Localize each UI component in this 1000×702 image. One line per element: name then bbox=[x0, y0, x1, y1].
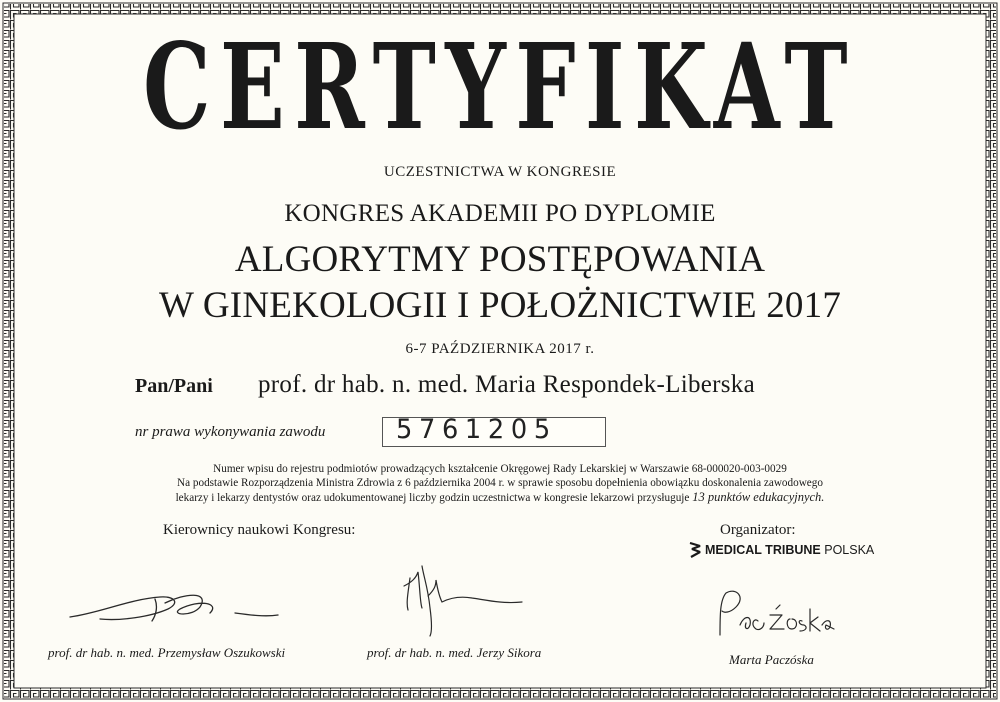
congress-dates: 6-7 PAŹDZIERNIKA 2017 r. bbox=[405, 341, 595, 357]
certificate-title: CERTYFIKAT bbox=[143, 17, 857, 156]
congress-topic-line1: ALGORYTMY POSTĘPOWANIA bbox=[234, 239, 766, 280]
certificate-subtitle: UCZESTNICTWA W KONGRESIE bbox=[383, 164, 617, 180]
license-number: 5761205 bbox=[396, 414, 557, 445]
signature-paczoska bbox=[710, 585, 840, 645]
director1-caption: prof. dr hab. n. med. Przemysław Oszukowski bbox=[48, 645, 286, 660]
recipient-name: prof. dr hab. n. med. Maria Respondek-Liberska bbox=[258, 371, 755, 398]
organizer-label: Organizator: bbox=[720, 522, 796, 538]
regulation-text: Na podstawie Rozporządzenia Ministra Zdrowia z 6 października 2004 r. w sprawie sposobu dopełnienia obowiązku doskonalenia zawodowego bbox=[177, 477, 823, 489]
registry-number-text: Numer wpisu do rejestru podmiotów prowadzących kształcenie Okręgowej Rady Lekarskiej w Warszawie 68-000020-003-0029 bbox=[213, 463, 787, 475]
congress-topic-line2: W GINEKOLOGII I POŁOŻNICTWIE 2017 bbox=[158, 285, 842, 326]
organizer-logo-bold: MEDICAL TRIBUNE bbox=[705, 543, 821, 557]
director2-caption: prof. dr hab. n. med. Jerzy Sikora bbox=[367, 645, 542, 660]
signature-sikora bbox=[390, 548, 530, 640]
medical-tribune-logo-icon bbox=[688, 542, 702, 558]
congress-name: KONGRES AKADEMII PO DYPLOMIE bbox=[284, 200, 716, 227]
organizer-signatory-caption: Marta Paczóska bbox=[729, 652, 814, 667]
salutation: Pan/Pani bbox=[135, 375, 213, 397]
points-text bbox=[0, 490, 1000, 505]
organizer-logo-text bbox=[705, 543, 874, 557]
organizer-logo-rest: POLSKA bbox=[824, 543, 875, 557]
license-label: nr prawa wykonywania zawodu bbox=[135, 424, 326, 440]
signature-oszukowski bbox=[60, 585, 290, 635]
medical-tribune-logo bbox=[688, 542, 874, 558]
points-text-lead: lekarzy i lekarzy dentystów oraz udokumentowanej liczby godzin uczestnictwa w kongresie lekarzowi przysługuje bbox=[175, 492, 690, 504]
directors-label: Kierownicy naukowi Kongresu: bbox=[163, 522, 356, 538]
points-value: 13 punktów edukacyjnych. bbox=[692, 490, 825, 504]
